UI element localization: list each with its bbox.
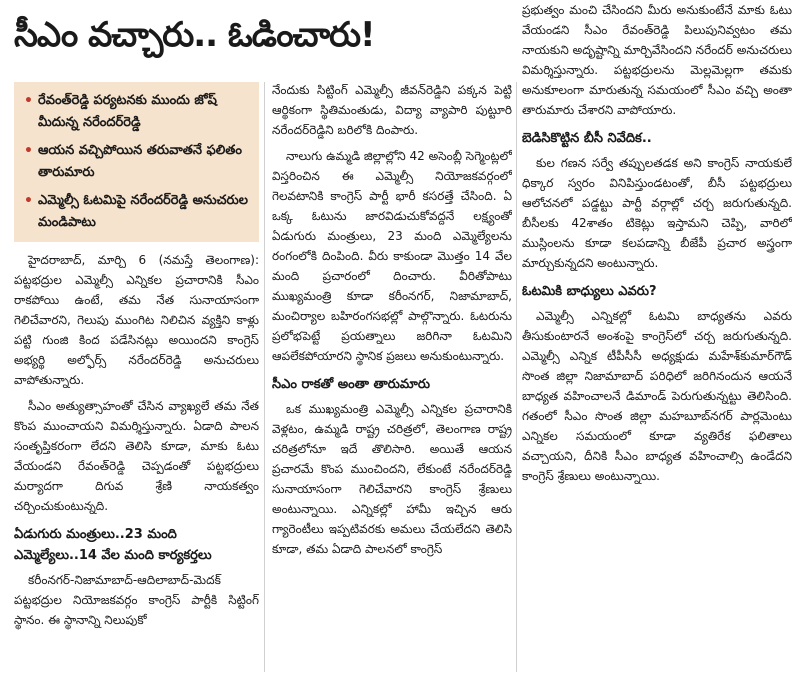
body-paragraph: కుల గణన సర్వే తప్పులతడక అని కాంగ్రెస్‌ నాయకులే ధిక్కార స్వరం వినిపిస్తుండటంతో, బీసీ పట్టభద్రులు ఆలోచనలో పడ్డట్టు పార్టీ వర్గాల్లో చర్చ జరుగుతున్నది. బీసీలకు 42శాతం టికెట్లు ఇస్తామని చెప్పి, వారిలో ముస్లింలను కూడా కలపడాన్ని బీజేపీ ప్రచార అస్త్రంగా మార్చుకున్నదని అంటున్నారు. xyxy=(522,156,792,270)
body-paragraph: ప్రభుత్వం మంచి చేసిందని మీరు అనుకుంటేనే మాకు ఓటు వేయండని సీఎం రేవంత్‌రెడ్డి పిలుపునివ్వటం తమ నాయకుని అదృష్టాన్ని మార్చివేసిందని నరేందర్‌ అనుచరులు విమర్శిస్తున్నారు. పట్టభద్రులను మెల్లమెల్లగా తమకు అనుకూలంగా మారుతున్న సమయంలో సీఎం వచ్చి అంతా తారుమారు చేశారని వాపోయారు. xyxy=(522,3,792,117)
section-subhead: సీఎం రాకతో అంతా తారుమారు xyxy=(272,377,431,392)
body-paragraph: ఎమ్మెల్సీ ఎన్నికల్లో ఓటమి బాధ్యతను ఎవరు తీసుకుంటారనే అంశంపై కాంగ్రెస్‌లో చర్చ జరుగుతున్నది. ఎమ్మెల్సీ ఎన్నిక టీపీసీసీ అధ్యక్షుడు మహేశ్‌కుమార్‌గౌడ్‌ సొంత జిల్లా నిజామాబాద్‌ పరిధిలో జరిగినందున ఆయనే బాధ్యత వహించాలనే డిమాండ్‌ పెరుగుతున్నట్టు తెలిసింది. గతంలో సీఎం సొంత జిల్లా మహబూబ్‌నగర్‌ పార్లమెంటు ఎన్నికల సమయంలో కూడా వ్యతిరేక ఫలితాలు వచ్చాయని, దీనికి సీఎం బాధ్యత వహించాల్సి ఉండేదని కాంగ్రెస్‌ శ్రేణులు అంటున్నాయి. xyxy=(522,309,792,483)
highlight-item xyxy=(24,90,249,134)
body-paragraph: సీఎం అత్యుత్సాహంతో చేసిన వ్యాఖ్యలే తమ నేత కొంప ముంచాయని విమర్శిస్తున్నారు. ఏడాది పాలన సంతృప్తికరంగా లేదని తెలిసి కూడా, మాకు ఓటు వేయండని రేవంత్‌రెడ్డి చెప్పడంతో పట్టభద్రులు మర్యాదగా దిగువ శ్రేణి నాయకత్వం చర్చించుకుంటున్నది. xyxy=(14,399,259,513)
bullet-icon: • xyxy=(24,193,33,209)
highlight-text: ఆయన వచ్చిపోయిన తరువాతనే ఫలితం తారుమారు xyxy=(38,143,242,180)
section-subhead: బెడిసికొట్టిన బీసీ నివేదిక.. xyxy=(522,131,652,146)
column-divider xyxy=(264,82,265,672)
column-1 xyxy=(14,82,259,680)
column-divider xyxy=(516,82,517,672)
body-paragraph: ఒక ముఖ్యమంత్రి ఎమ్మెల్సీ ఎన్నికల ప్రచారానికి వెళ్లటం, ఉమ్మడి రాష్ట్ర చరిత్రలో, తెలంగాణ రాష్ట్ర చరిత్రలోనూ ఇదే తొలిసారి. అయితే ఆయన ప్రచారమే కొంప ముంచిందని, లేకుంటే నరేందర్‌రెడ్డి సునాయాసంగా గెలిచేవారని కాంగ్రెస్‌ శ్రేణులు అంటున్నాయి. ఎన్నికల్లో హామీ ఇచ్చిన ఆరు గ్యారెంటీలు ఇప్పటివరకు అమలు చేయలేదని తెలిసి కూడా, తమ ఏడాది పాలనలో కాంగ్రెస్‌ xyxy=(272,402,512,556)
body-paragraph: కరీంనగర్‌-నిజామాబాద్‌-ఆదిలాబాద్‌-మెదక్‌ పట్టభద్రుల నియోజకవర్గం కాంగ్రెస్‌ పార్టీకి సిట్టింగ్‌ స్థానం. ఈ స్థానాన్ని నిలుపుకో xyxy=(14,573,259,627)
column-3 xyxy=(522,0,792,680)
highlight-text: రేవంత్‌రెడ్డి పర్యటనకు ముందు జోష్‌ మీదున్న నరేందర్‌రెడ్డి xyxy=(38,93,217,130)
section-subhead: ఓటమికి బాధ్యులు ఎవరు? xyxy=(522,284,657,299)
article-headline: సీఎం వచ్చారు.. ఓడించారు! xyxy=(14,15,375,55)
body-paragraph: నాలుగు ఉమ్మడి జిల్లాల్లోని 42 అసెంబ్లీ సెగ్మెంట్లలో విస్తరించిన ఈ ఎమ్మెల్సీ నియోజకవర్గంలో గెలవటానికి కాంగ్రెస్‌ పార్టీ భారీ కసరత్తే చేసింది. ఏ ఒక్క ఓటును జారవిడుచుకోవద్దనే లక్ష్యంతో ఏడుగురు మంత్రులు, 23 మంది ఎమ్మెల్యేలను రంగంలోకి దింపింది. వీరు కాకుండా మొత్తం 14 వేల మంది ప్రచారంలో దించారు. వీరితోపాటు ముఖ్యమంత్రి కూడా కరీంనగర్‌, నిజామాబాద్‌, మంచిర్యాల బహిరంగసభల్లో పాల్గొన్నారు. ఓటరును ప్రలోభపెట్టే ప్రయత్నాలు జరిగినా ఓటమిని ఆపలేకపోయారని స్థానిక ప్రజలు అనుకుంటున్నారు. xyxy=(272,149,512,363)
body-paragraph: హైదరాబాద్‌, మార్చి 6 (నమస్తే తెలంగాణ): పట్టభద్రుల ఎమ్మెల్సీ ఎన్నికల ప్రచారానికి సీఎం రాకపోయి ఉంటే, తమ నేత సునాయాసంగా గెలిచేవారని, గెలుపు ముంగిట నిలిచిన వ్యక్తిని కాళ్లు పట్టి గుంజి కింద పడేసినట్లు అయిందని కాంగ్రెస్‌ అభ్యర్థి అల్ఫోర్స్‌ నరేందర్‌రెడ్డి అనుచరులు వాపోతున్నారు. xyxy=(14,253,259,387)
bullet-icon: • xyxy=(24,143,33,159)
column-2 xyxy=(272,80,512,680)
bullet-icon: • xyxy=(24,93,33,109)
highlight-item xyxy=(24,140,249,184)
highlight-text: ఎమ్మెల్సీ ఓటమిపై నరేందర్‌రెడ్డి అనుచరుల మండిపాటు xyxy=(38,193,248,230)
body-paragraph: నేందుకు సిట్టింగ్‌ ఎమ్మెల్సీ జీవన్‌రెడ్డిని పక్కన పెట్టి ఆర్థికంగా స్థితిమంతుడు, విద్యా వ్యాపారి పుట్టూరి నరేందర్‌రెడ్డిని బరిలోకి దింపారు. xyxy=(272,83,512,137)
section-subhead: ఏడుగురు మంత్రులు..23 మంది ఎమ్మెల్యేలు..14 వేల మంది కార్యకర్తలు xyxy=(14,527,212,563)
highlights-box xyxy=(14,82,259,242)
highlight-item xyxy=(24,190,249,234)
